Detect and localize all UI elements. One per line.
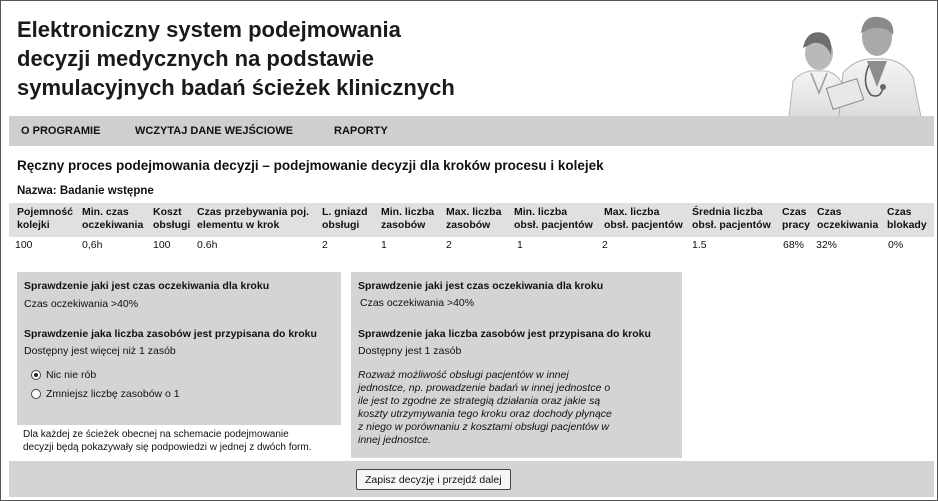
- case-name: Nazwa: Badanie wstępne: [17, 185, 154, 197]
- col-header-queue-capacity: Pojemność kolejki: [17, 206, 74, 231]
- parameters-table: [9, 203, 934, 261]
- left-q2: Sprawdzenie jaka liczba zasobów jest przypisana do kroku: [24, 328, 317, 340]
- decision-panel-left: [17, 272, 341, 425]
- radio-reduce-resources[interactable]: [31, 388, 180, 400]
- cell-queue-capacity: 100: [15, 239, 33, 251]
- col-header-max-resources: Max. liczba zasobów: [446, 206, 502, 231]
- cell-min-resources: 1: [381, 239, 387, 251]
- cell-service-cost: 100: [153, 239, 171, 251]
- right-a1: Czas oczekiwania >40%: [360, 297, 475, 309]
- left-a1: Czas oczekiwania >40%: [24, 298, 139, 310]
- right-q2: Sprawdzenie jaka liczba zasobów jest przypisana do kroku: [358, 328, 651, 340]
- title-line-3: symulacyjnych badań ścieżek klinicznych: [17, 75, 455, 100]
- col-header-work-time: Czas pracy: [782, 206, 811, 231]
- cell-avg-patients: 1.5: [692, 239, 707, 251]
- cell-max-resources: 2: [446, 239, 452, 251]
- footer-bar: [9, 461, 934, 497]
- right-q1: Sprawdzenie jaki jest czas oczekiwania dla kroku: [358, 280, 604, 292]
- cell-min-wait: 0,6h: [82, 239, 103, 251]
- cell-min-patients: 1: [517, 239, 523, 251]
- nav-item-load-input[interactable]: WCZYTAJ DANE WEJŚCIOWE: [135, 125, 294, 137]
- col-header-stay-time: Czas przebywania poj. elementu w krok: [197, 206, 310, 231]
- col-header-avg-patients: Średnia liczba obsł. pacjentów: [692, 206, 771, 231]
- col-header-min-wait: Min. czas oczekiwania: [82, 206, 144, 231]
- main-nav: [9, 116, 934, 146]
- col-header-min-patients: Min. liczba obsł. pacjentów: [514, 206, 593, 231]
- decision-panel-right: [351, 272, 682, 458]
- title-line-1: Elektroniczny system podejmowania: [17, 17, 401, 42]
- nav-item-reports[interactable]: RAPORTY: [334, 125, 388, 137]
- advice-text: Rozważ możliwość obsługi pacjentów w innej jednostce, np. prowadzenie badań w innej jednostce o ile jest to zgodne ze strategią działania oraz jakie są koszty utrzymywania tego kroku oraz dochody płynące z niego w porównaniu z kosztami obsługi pacjentów w innej jednostce.: [358, 369, 612, 446]
- cell-stay-time: 0.6h: [197, 239, 218, 251]
- cell-max-patients: 2: [602, 239, 608, 251]
- radio-do-nothing-label: Nic nie rób: [46, 369, 97, 381]
- col-header-service-cost: Koszt obsługi: [153, 206, 191, 231]
- col-header-block-time: Czas blokady: [887, 206, 927, 231]
- col-header-wait-time: Czas oczekiwania: [817, 206, 879, 231]
- nav-item-about[interactable]: O PROGRAMIE: [21, 125, 101, 137]
- col-header-max-patients: Max. liczba obsł. pacjentów: [604, 206, 683, 231]
- cell-block-time: 0%: [888, 239, 904, 251]
- hint-note: Dla każdej ze ścieżek obecnej na schemacie podejmowanie decyzji będą pokazywały się podpowiedzi w jednej z dwóch form.: [23, 429, 312, 453]
- cell-wait-time: 32%: [816, 239, 838, 251]
- cell-work-time: 68%: [783, 239, 805, 251]
- title-line-2: decyzji medycznych na podstawie: [17, 46, 375, 71]
- section-title: Ręczny proces podejmowania decyzji – podejmowanie decyzji dla kroków procesu i kolejek: [17, 158, 604, 173]
- col-header-service-slots: L. gniazd obsługi: [322, 206, 368, 231]
- col-header-min-resources: Min. liczba zasobów: [381, 206, 435, 231]
- radio-do-nothing[interactable]: [31, 369, 96, 381]
- radio-selected-icon: [31, 370, 41, 380]
- page-title: [17, 15, 577, 102]
- left-q1: Sprawdzenie jaki jest czas oczekiwania dla kroku: [24, 280, 270, 292]
- doctors-photo: [773, 3, 935, 117]
- left-a2: Dostępny jest więcej niż 1 zasób: [24, 345, 176, 357]
- right-a2: Dostępny jest 1 zasób: [358, 345, 462, 357]
- radio-unselected-icon: [31, 389, 41, 399]
- cell-service-slots: 2: [322, 239, 328, 251]
- save-and-continue-button[interactable]: Zapisz decyzję i przejdź dalej: [356, 469, 511, 490]
- radio-reduce-resources-label: Zmniejsz liczbę zasobów o 1: [46, 388, 180, 400]
